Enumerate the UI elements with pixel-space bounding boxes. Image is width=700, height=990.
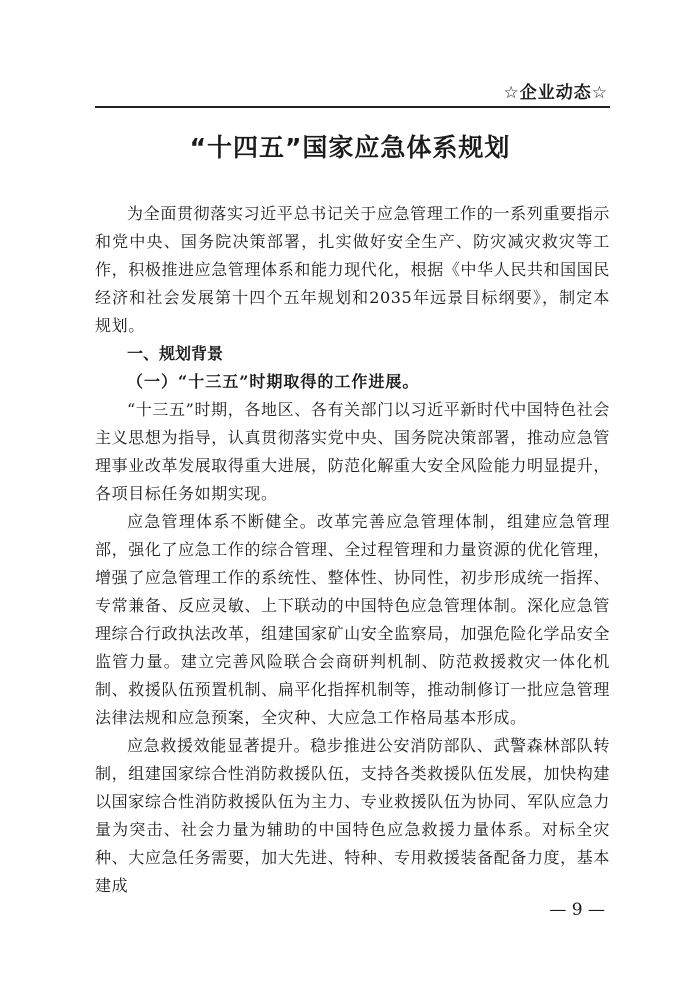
body-paragraph: 应急救援效能显著提升。稳步推进公安消防部队、武警森林部队转制，组建国家综合性消防救援队伍，支持各类救援队伍发展，加快构建以国家综合性消防救援队伍为主力、专业救援队伍为协同、军队应急力量为突击、社会力量为辅助的中国特色应急救援力量体系。对标全灾种、大应急任务需要，加大先进、特种、专用救援装备配备力度，基本建成 (95, 736, 610, 895)
section-header (95, 76, 610, 108)
section-heading: 一、规划背景 (127, 344, 224, 363)
body-paragraph: 应急管理体系不断健全。改革完善应急管理体制，组建应急管理部，强化了应急工作的综合管理、全过程管理和力量资源的优化管理，增强了应急管理工作的系统性、整体性、协同性，初步形成统一指挥、专常兼备、反应灵敏、上下联动的中国特色应急管理体制。深化应急管理综合行政执法改革，组建国家矿山安全监察局，加强危险化学品安全监管力量。建立完善风险联合会商研判机制、防范救援救灾一体化机制、救援队伍预置机制、扁平化指挥机制等，推动制修订一批应急管理法律法规和应急预案，全灾种、大应急工作格局基本形成。 (95, 512, 610, 727)
document-body (95, 200, 610, 900)
intro-paragraph: 为全面贯彻落实习近平总书记关于应急管理工作的一系列重要指示和党中央、国务院决策部署，扎实做好安全生产、防灾减灾救灾等工作，积极推进应急管理体系和能力现代化，根据《中华人民共和国国民经济和社会发展第十四个五年规划和2035年远景目标纲要》，制定本规划。 (95, 204, 610, 335)
section-label: ☆企业动态☆ (503, 83, 608, 103)
document-title: “十四五”国家应急体系规划 (189, 133, 511, 162)
subsection-heading: （一）“十三五”时期取得的工作进展。 (127, 372, 420, 391)
body-paragraph: “十三五”时期，各地区、各有关部门以习近平新时代中国特色社会主义思想为指导，认真贯彻落实党中央、国务院决策部署，推动应急管理事业改革发展取得重大进展，防范化解重大安全风险能力明显提升，各项目标任务如期实现。 (95, 400, 610, 503)
page-number: — 9 — (549, 900, 605, 920)
